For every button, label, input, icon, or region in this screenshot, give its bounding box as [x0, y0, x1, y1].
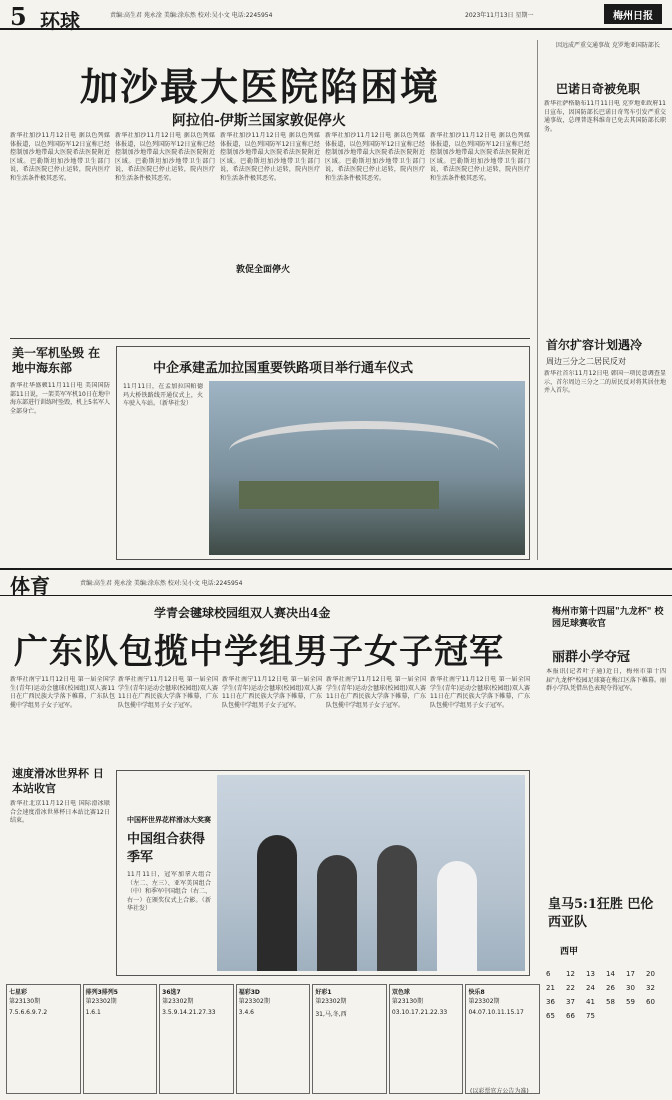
lottery-numbers: 1.6.1: [85, 1009, 101, 1016]
skater-figure: [437, 861, 477, 971]
navy-body: 新华社华盛顿11月11日电 美国国防部11日说，一架美军军机10日在地中海东部进行训练时坠毁，机上5名军人全部身亡。: [10, 382, 110, 415]
number-grid: [546, 970, 666, 1020]
lottery-box: [6, 984, 81, 1094]
lottery-name: 双色球: [391, 989, 410, 996]
lottery-note: (以彩票官方公告为准): [470, 1088, 529, 1095]
meizhou-kicker: 梅州市第十四届"九龙杯" 校园足球赛收官: [552, 607, 664, 629]
lead-body-4: 新华社加沙11月12日电 据以色列媒体报道，以色列国防军12日宣称已经控制加沙地带最大医院希法医院附近区域。巴勒斯坦加沙地带卫生部门说，希法医院已停止运转，院内医疗和生活条件极其恶劣。: [325, 132, 425, 182]
lead-body: 新华社加沙11月12日电 据以色列媒体报道，以色列国防军12日宣称已经控制加沙地带最大医院希法医院附近区域。巴勒斯坦加沙地带卫生部门说，希法医院已停止运转，院内医疗和生活条件极其恶劣。: [10, 132, 110, 182]
lottery-issue: 第23302期: [468, 998, 500, 1005]
grid-number: 14: [606, 970, 615, 978]
rail-photo: [209, 381, 525, 555]
rail-caption: 11月11日，在孟加拉国帕德玛大桥铁路线开通仪式上，火车驶入车站。（新华社发）: [123, 383, 203, 407]
grid-number: 22: [566, 984, 575, 992]
grid-number: 17: [626, 970, 635, 978]
lottery-box: [312, 984, 387, 1094]
section-title: 环球: [40, 9, 80, 33]
grid-number: 20: [646, 970, 655, 978]
page-number: 5: [10, 2, 27, 31]
grid-number: 59: [626, 998, 635, 1006]
grid-number: 37: [566, 998, 575, 1006]
lottery-numbers: 3.4.6: [238, 1009, 255, 1016]
youth-body-5: 新华社南宁11月12日电 第一届全国学生(青年)运动会毽球(校园组)双人赛11日在广西民族大学落下帷幕，广东队包揽中学组男子女子冠军。: [430, 676, 530, 709]
lottery-box: [236, 984, 311, 1094]
skaters-photo: [217, 775, 525, 971]
skater-figure: [377, 845, 417, 971]
grid-number: 24: [586, 984, 595, 992]
meizhou-body: 本报讯(记者叶子通)近日，梅州市第十四届"九龙杯"校园足球赛在梅江区落下帷幕。丽群小学队凭借出色表现夺得冠军。: [546, 668, 666, 692]
youth-body-2: 新华社南宁11月12日电 第一届全国学生(青年)运动会毽球(校园组)双人赛11日在广西民族大学落下帷幕，广东队包揽中学组男子女子冠军。: [118, 676, 218, 709]
meizhou-title: 丽群小学夺冠: [552, 650, 631, 665]
sports-section-title: 体育: [10, 574, 50, 598]
youth-body-3: 新华社南宁11月12日电 第一届全国学生(青年)运动会毽球(校园组)双人赛11日在广西民族大学落下帷幕，广东队包揽中学组男子女子冠军。: [222, 676, 322, 709]
lead-body-2: 新华社加沙11月12日电 据以色列媒体报道，以色列国防军12日宣称已经控制加沙地带最大医院希法医院附近区域。巴勒斯坦加沙地带卫生部门说，希法医院已停止运转，院内医疗和生活条件极其恶劣。: [115, 132, 215, 182]
lead-subhead: 敦促全面停火: [236, 265, 291, 275]
football-title: 皇马5:1狂胜 巴伦西亚队: [548, 897, 654, 930]
train-shape: [239, 481, 439, 509]
skater-figure: [257, 835, 297, 971]
lottery-numbers: 04.07.10.11.15.17: [468, 1009, 524, 1016]
lottery-numbers: 3.5.9.14.21.27.33: [162, 1009, 216, 1016]
grid-number: 12: [566, 970, 575, 978]
photo-title: 中国组合获得季军: [127, 832, 206, 865]
skating-title: 速度滑冰世界杯 日本站收官: [12, 767, 104, 795]
lottery-issue: 第23302期: [162, 998, 194, 1005]
grid-number: 21: [546, 984, 555, 992]
grid-number: 26: [606, 984, 615, 992]
grid-number: 65: [546, 1012, 555, 1020]
lead-body-3: 新华社加沙11月12日电 据以色列媒体报道，以色列国防军12日宣称已经控制加沙地带最大医院希法医院附近区域。巴勒斯坦加沙地带卫生部门说，希法医院已停止运转，院内医疗和生活条件极其恶劣。: [220, 132, 320, 182]
korea-subtitle: 周边三分之二居民反对: [546, 357, 626, 366]
grid-number: 32: [646, 984, 655, 992]
column-divider: [537, 40, 538, 560]
page-header: [0, 0, 672, 33]
military-title: 巴诺日奇被免职: [556, 82, 641, 96]
skater-figure: [317, 855, 357, 971]
youth-body-4: 新华社南宁11月12日电 第一届全国学生(青年)运动会毽球(校园组)双人赛11日在广西民族大学落下帷幕，广东队包揽中学组男子女子冠军。: [326, 676, 426, 709]
lottery-strip: [6, 984, 540, 1094]
photo-kicker: 中国杯世界花样滑冰大奖赛: [127, 815, 211, 824]
military-body: 新华社萨格勒布11月11日电 克罗地亚政府11日宣布，因国防部长巴诺日奇驾车引发严重交通事故，总理普连科维奇已免去其国防部长职务。: [544, 100, 666, 133]
grid-number: 58: [606, 998, 615, 1006]
lead-subtitle: 阿拉伯-伊斯兰国家敦促停火: [172, 113, 346, 129]
lottery-numbers: 03.10.17.21.22.33: [391, 1009, 448, 1016]
lottery-name: 福彩3D: [238, 989, 260, 996]
lottery-name: 排列3排列5: [85, 989, 118, 996]
lottery-box: [83, 984, 158, 1094]
station-roof-shape: [229, 421, 499, 481]
grid-number: 66: [566, 1012, 575, 1020]
lottery-name: 七星彩: [9, 989, 28, 996]
photo-caption: 11月11日，冠军加拿大组合（左二、左三）、亚军美国组合（中）和季军中国组合（右二、右一）在颁奖仪式上合影。（新华社发）: [127, 871, 211, 912]
lottery-box: [159, 984, 234, 1094]
divider: [10, 338, 530, 339]
lottery-name: 快乐8: [468, 989, 485, 996]
date: 2023年11月13日 星期一: [465, 12, 534, 19]
military-kicker: 因远成严重交通事故 克罗地亚国防部长: [556, 42, 660, 49]
lottery-numbers: 7.5.6.6.9.7.2: [9, 1009, 48, 1016]
lottery-issue: 第23302期: [315, 998, 347, 1005]
lottery-name: 36选7: [162, 989, 181, 996]
editors: 责编:高生君 苑永淦 美编:涂东然 校对:吴小文 电话:2245954: [110, 12, 273, 19]
grid-number: 75: [586, 1012, 595, 1020]
grid-number: 41: [586, 998, 595, 1006]
grid-number: 6: [546, 970, 551, 978]
navy-title: 美一军机坠毁 在地中海东部: [12, 346, 101, 375]
korea-body: 新华社首尔11月12日电 韩国一项民意调查显示，首尔周边三分之二的居民反对将其居住地并入首尔。: [544, 370, 666, 394]
football-team: 西甲: [560, 947, 579, 957]
sports-editors: 责编:高生君 苑永淦 美编:涂东然 校对:吴小文 电话:2245954: [80, 580, 243, 587]
newspaper-logo: 梅州日报: [604, 4, 662, 24]
grid-number: 36: [546, 998, 555, 1006]
youth-body: 新华社南宁11月12日电 第一届全国学生(青年)运动会毽球(校园组)双人赛11日在广西民族大学落下帷幕，广东队包揽中学组男子女子冠军。: [10, 676, 115, 709]
lottery-box: [389, 984, 464, 1094]
sports-header: [0, 568, 672, 596]
lottery-issue: 第23130期: [391, 998, 423, 1005]
youth-kicker: 学青会毽球校园组双人赛决出4金: [154, 606, 331, 620]
lead-title: 加沙最大医院陷困境: [80, 64, 441, 109]
lottery-box: [465, 984, 540, 1094]
lead-body-5: 新华社加沙11月12日电 据以色列媒体报道，以色列国防军12日宣称已经控制加沙地带最大医院希法医院附近区域。巴勒斯坦加沙地带卫生部门说，希法医院已停止运转，院内医疗和生活条件极其恶劣。: [430, 132, 530, 182]
grid-number: 13: [586, 970, 595, 978]
lottery-issue: 第23302期: [85, 998, 117, 1005]
lottery-name: 好彩1: [315, 989, 332, 996]
photo-box: [116, 770, 530, 976]
lottery-issue: 第23130期: [9, 998, 41, 1005]
lottery-issue: 第23302期: [238, 998, 270, 1005]
grid-number: 60: [646, 998, 655, 1006]
grid-number: 30: [626, 984, 635, 992]
lottery-numbers: 31,马,冬,西: [315, 1011, 347, 1018]
korea-title: 首尔扩容计划遇冷: [546, 338, 643, 352]
youth-title: 广东队包揽中学组男子女子冠军: [14, 632, 504, 672]
rail-title: 中企承建孟加拉国重要铁路项目举行通车仪式: [153, 361, 414, 376]
skating-body: 新华社北京11月12日电 国际滑冰联合会速度滑冰世界杯日本站比赛12日结束。: [10, 800, 110, 824]
rail-box: [116, 346, 530, 560]
